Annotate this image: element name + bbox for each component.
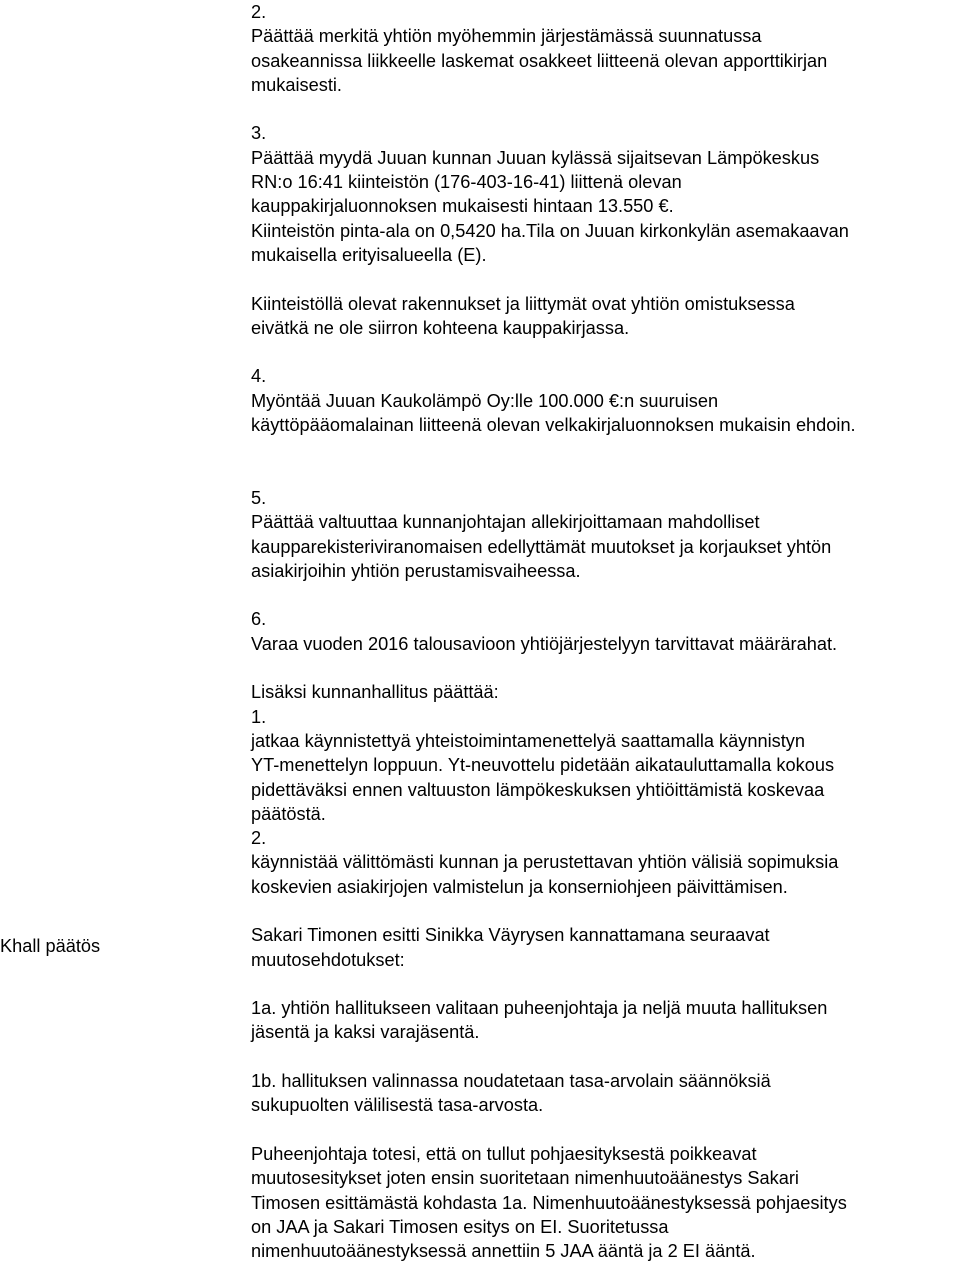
decision-intro-line: Sakari Timonen esitti Sinikka Väyrysen kannattamana seuraavat — [251, 925, 770, 946]
item-text-line: Päättää merkitä yhtiön myöhemmin järjestämässä suunnatussa — [251, 26, 762, 47]
item-number: 1. — [251, 706, 267, 727]
proposal-1b-line: sukupuolten välilisestä tasa-arvosta. — [251, 1095, 544, 1116]
chair-statement-line: on JAA ja Sakari Timosen esitys on EI. Suoritetussa — [251, 1216, 669, 1237]
decision-item-4 — [251, 364, 956, 437]
decision-item-5 — [251, 486, 956, 583]
chair-statement-line: nimenhuutoäänestyksessä annettiin 5 JAA ääntä ja 2 EI ääntä. — [251, 1241, 756, 1262]
item-text-line: kaupparekisteriviranomaisen edellyttämät muutokset ja korjaukset yhtön — [251, 536, 832, 557]
item-text-line: Päättää valtuuttaa kunnanjohtajan allekirjoittamaan mahdolliset — [251, 512, 760, 533]
decision-item-3 — [251, 121, 956, 340]
item-text-line: osakeannissa liikkeelle laskemat osakkeet liitteenä olevan apporttikirjan — [251, 50, 828, 71]
item-number: 4. — [251, 366, 267, 387]
item-text-line: pidettäväksi ennen valtuuston lämpökeskuksen yhtiöittämistä koskevaa — [251, 779, 825, 800]
chair-statement-line: muutosesitykset joten ensin suoritetaan nimenhuutoäänestys Sakari — [251, 1168, 799, 1189]
item-text-line: RN:o 16:41 kiinteistön (176-403-16-41) liittenä olevan — [251, 172, 682, 193]
item-text-line: Päättää myydä Juuan kunnan Juuan kylässä sijaitsevan Lämpökeskus — [251, 147, 820, 168]
section-heading: Lisäksi kunnanhallitus päättää: — [251, 682, 499, 703]
proposal-1b-line: 1b. hallituksen valinnassa noudatetaan tasa-arvolain säännöksiä — [251, 1071, 771, 1092]
decision-item-6 — [251, 607, 956, 656]
proposal-1a-line: jäsentä ja kaksi varajäsentä. — [251, 1022, 480, 1043]
item-number: 5. — [251, 487, 267, 508]
proposal-1a-line: 1a. yhtiön hallitukseen valitaan puheenjohtaja ja neljä muuta hallituksen — [251, 998, 828, 1019]
item-text-line: kauppakirjaluonnoksen mukaisesti hintaan 13.550 €. — [251, 196, 674, 217]
item-text-line: käyttöpääomalainan liitteenä olevan velkakirjaluonnoksen mukaisin ehdoin. — [251, 415, 856, 436]
item-number: 3. — [251, 123, 267, 144]
item-text-line: YT-menettelyn loppuun. Yt-neuvottelu pidetään aikatauluttamalla kokous — [251, 755, 835, 776]
side-label: Khall päätös — [0, 936, 101, 956]
item-text-line: asiakirjoihin yhtiön perustamisvaiheessa. — [251, 560, 581, 581]
item-text-line: päätöstä. — [251, 803, 326, 824]
item-text-line: Varaa vuoden 2016 talousavioon yhtiöjärjestelyyn tarvittavat määrärahat. — [251, 633, 838, 654]
item-text-line: jatkaa käynnistettyä yhteistoimintamenettelyä saattamalla käynnistyn — [251, 730, 805, 751]
chair-statement-line: Timosen esittämästä kohdasta 1a. Nimenhuutoäänestyksessä pohjaesitys — [251, 1192, 847, 1213]
item-text-line: Kiinteistöllä olevat rakennukset ja liittymät ovat yhtiön omistuksessa — [251, 293, 795, 314]
decision-intro-line: muutosehdotukset: — [251, 949, 405, 970]
item-text-line: käynnistää välittömästi kunnan ja perustettavan yhtiön välisiä sopimuksia — [251, 852, 839, 873]
decision-item-2 — [251, 0, 956, 97]
item-number: 2. — [251, 828, 267, 849]
item-text-line: Myöntää Juuan Kaukolämpö Oy:lle 100.000 €:n suuruisen — [251, 390, 719, 411]
item-text-line: mukaisella erityisalueella (E). — [251, 244, 487, 265]
decision-section — [251, 923, 956, 1263]
item-text-line: koskevien asiakirjojen valmistelun ja konserniohjeen päivittämisen. — [251, 876, 788, 897]
chair-statement-line: Puheenjohtaja totesi, että on tullut pohjaesityksestä poikkeavat — [251, 1143, 757, 1164]
main-column — [251, 0, 956, 1263]
item-text-line: mukaisesti. — [251, 74, 342, 95]
item-text-line: eivätkä ne ole siirron kohteena kauppakirjassa. — [251, 317, 630, 338]
item-text-line: Kiinteistön pinta-ala on 0,5420 ha.Tila on Juuan kirkonkylän asemakaavan — [251, 220, 849, 241]
item-number: 6. — [251, 609, 267, 630]
additional-decisions — [251, 680, 956, 899]
item-number: 2. — [251, 2, 267, 22]
